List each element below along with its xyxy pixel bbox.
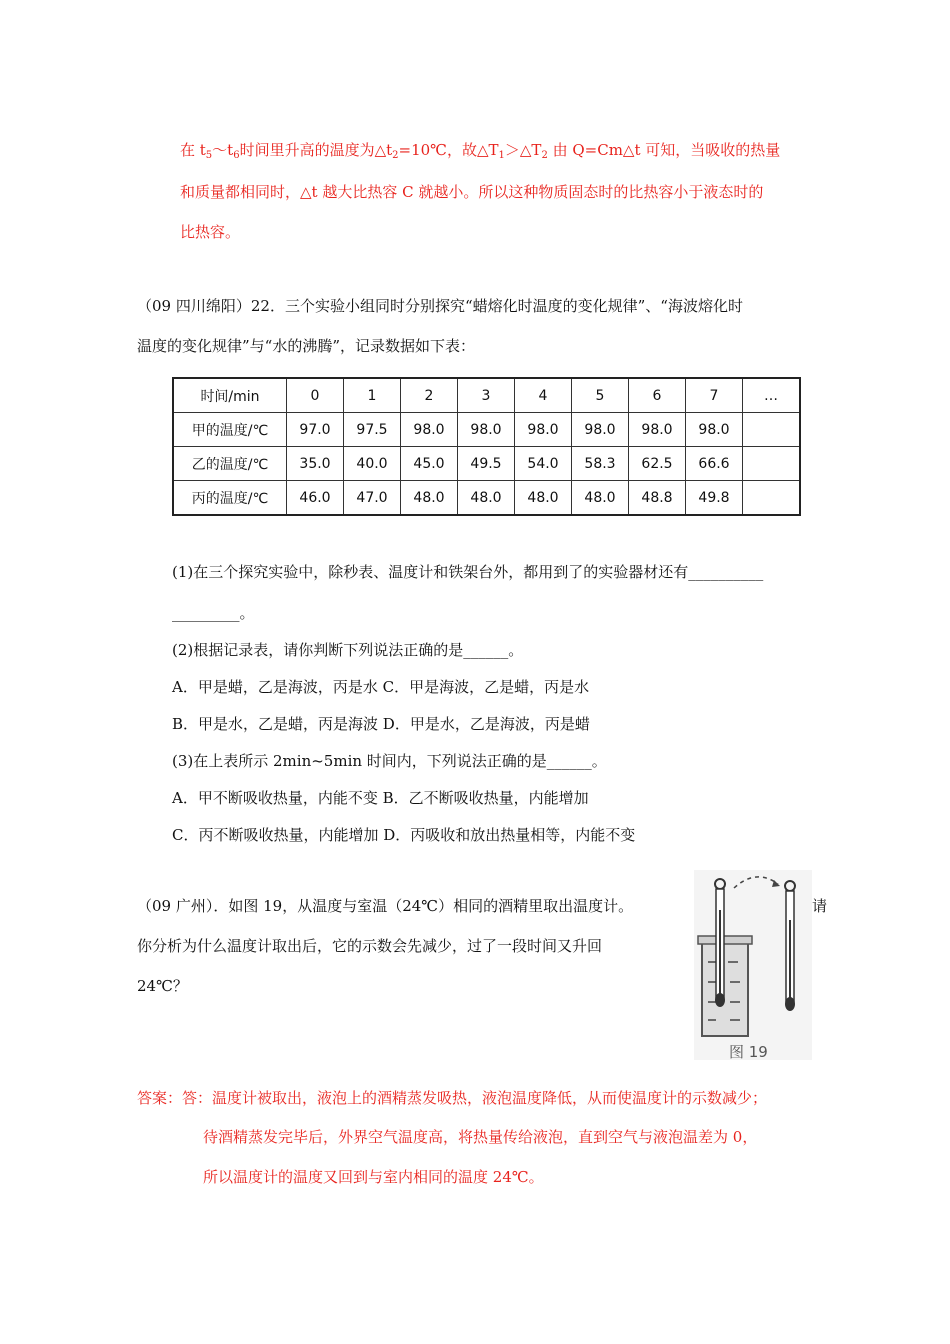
table-cell: 66.6: [686, 447, 743, 481]
table-cell: 49.8: [686, 481, 743, 516]
table-cell: 54.0: [515, 447, 572, 481]
text-segment: 在 t: [180, 141, 206, 159]
table-cell: 47.0: [344, 481, 401, 516]
table-header-cell: 3: [458, 378, 515, 413]
explanation-line-2: 和质量都相同时，△t 越大比热容 C 就越小。所以这种物质固态时的比热容小于液态时的: [180, 183, 764, 201]
temperature-table: [172, 377, 801, 516]
table-cell: 97.5: [344, 413, 401, 447]
table-cell: 48.8: [629, 481, 686, 516]
table-cell: 丙的温度/℃: [173, 481, 287, 516]
question-22-part-1-line-1: (1)在三个探究实验中，除秒表、温度计和铁架台外，都用到了的实验器材还有__________: [172, 563, 764, 581]
table-cell: 62.5: [629, 447, 686, 481]
subscript: 2: [392, 150, 399, 161]
table-cell: 40.0: [344, 447, 401, 481]
subscript: 2: [541, 150, 548, 161]
table-cell: 97.0: [287, 413, 344, 447]
question-guangzhou-line-1: （09 广州）．如图 19，从温度与室温（24℃）相同的酒精里取出温度计。: [137, 897, 634, 915]
table-header-cell: 1: [344, 378, 401, 413]
question-22-part-1-line-2: _________。: [172, 604, 255, 622]
table-cell: 48.0: [458, 481, 515, 516]
table-header-cell: 2: [401, 378, 458, 413]
question-22-intro-2: 温度的变化规律”与“水的沸腾”，记录数据如下表：: [137, 337, 476, 355]
table-header-row: [173, 378, 800, 413]
question-22-part-2-options-ac: A．甲是蜡，乙是海波，丙是水 C．甲是海波，乙是蜡，丙是水: [172, 678, 590, 696]
answer-line-1: 答案：答：温度计被取出，液泡上的酒精蒸发吸热，液泡温度降低，从而使温度计的示数减少；: [137, 1089, 768, 1107]
table-cell: 98.0: [458, 413, 515, 447]
table-header-cell: 5: [572, 378, 629, 413]
table-header-cell: 4: [515, 378, 572, 413]
text-segment: ＞△T: [504, 141, 542, 159]
text-segment: 由 Q=Cm△t 可知，当吸收的热量: [547, 141, 781, 159]
question-22-part-2: (2)根据记录表，请你判断下列说法正确的是______。: [172, 641, 524, 659]
table-cell: 58.3: [572, 447, 629, 481]
table-header-cell: 时间/min: [173, 378, 287, 413]
table-cell: 甲的温度/℃: [173, 413, 287, 447]
text-segment: 时间里升高的温度为△t: [239, 141, 393, 159]
table-row: [173, 481, 800, 516]
table-cell: 48.0: [401, 481, 458, 516]
subscript: 5: [205, 150, 213, 161]
question-guangzhou-line-1-tail: 请: [812, 897, 828, 915]
question-guangzhou-line-3: 24℃？: [137, 977, 188, 995]
explanation-line-1: [180, 140, 780, 166]
question-22-part-2-options-bd: B．甲是水，乙是蜡，丙是海波 D．甲是水，乙是海波，丙是蜡: [172, 715, 590, 733]
table-cell: 49.5: [458, 447, 515, 481]
table-cell: 45.0: [401, 447, 458, 481]
table-header-cell: 6: [629, 378, 686, 413]
thermometer-figure: [694, 870, 812, 1060]
table-cell: 98.0: [686, 413, 743, 447]
table-cell: 乙的温度/℃: [173, 447, 287, 481]
text-segment: =10℃，故△T: [398, 141, 499, 159]
question-guangzhou-line-2: 你分析为什么温度计取出后，它的示数会先减少，过了一段时间又升回: [137, 937, 603, 955]
table-cell: 35.0: [287, 447, 344, 481]
question-22-part-3: (3)在上表所示 2min~5min 时间内，下列说法正确的是______。: [172, 752, 607, 770]
table-cell: 98.0: [515, 413, 572, 447]
explanation-line-3: 比热容。: [180, 223, 241, 241]
table-row: [173, 447, 800, 481]
subscript: 6: [233, 150, 240, 161]
table-cell: [743, 481, 801, 516]
answer-line-2: 待酒精蒸发完毕后，外界空气温度高，将热量传给液泡，直到空气与液泡温差为 0，: [203, 1128, 758, 1146]
table-cell: 48.0: [515, 481, 572, 516]
text-segment: ～t: [212, 141, 234, 159]
table-cell: [743, 413, 801, 447]
table-cell: 98.0: [629, 413, 686, 447]
table-cell: 98.0: [401, 413, 458, 447]
table-cell: [743, 447, 801, 481]
table-row: [173, 413, 800, 447]
subscript: 1: [498, 150, 505, 161]
table-cell: 46.0: [287, 481, 344, 516]
table-cell: 48.0: [572, 481, 629, 516]
figure-caption: 图 19: [729, 1043, 768, 1061]
question-22-part-3-options-ab: A．甲不断吸收热量，内能不变 B．乙不断吸收热量，内能增加: [172, 789, 589, 807]
table-header-cell: 7: [686, 378, 743, 413]
answer-line-3: 所以温度计的温度又回到与室内相同的温度 24℃。: [203, 1168, 544, 1186]
question-22-part-3-options-cd: C．丙不断吸收热量，内能增加 D．丙吸收和放出热量相等，内能不变: [172, 826, 636, 844]
question-22-intro-1: （09 四川绵阳）22．三个实验小组同时分别探究“蜡熔化时温度的变化规律”、“海波熔化时: [137, 297, 743, 315]
table-cell: 98.0: [572, 413, 629, 447]
table-header-cell: …: [743, 378, 801, 413]
table-header-cell: 0: [287, 378, 344, 413]
